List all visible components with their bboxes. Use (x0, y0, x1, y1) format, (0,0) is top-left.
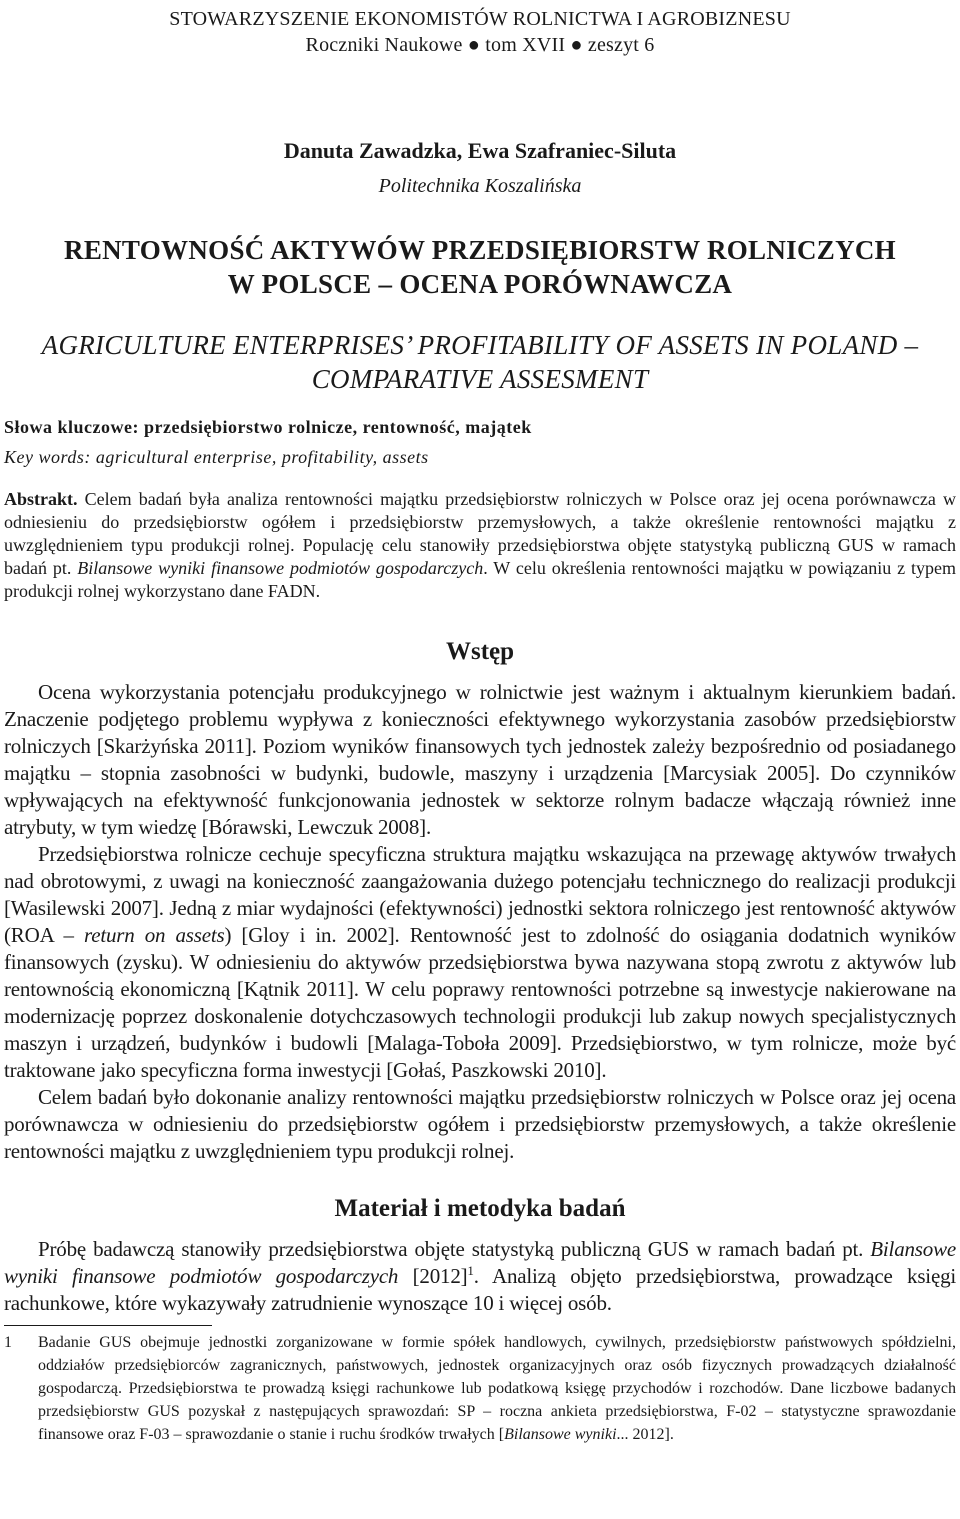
intro-section (4, 679, 956, 1165)
footnote (4, 1331, 956, 1446)
footnote-text: ... 2012]. (616, 1426, 674, 1443)
footnote-text: Badanie GUS obejmuje jednostki zorganizowane w formie spółek handlowych, cywilnych, przedsiębiorstw państwowych spółdzielni, oddziałów przedsiębiorców zagranicznych, państwowych, jednostek organizacyjnych oraz osób fizycznych prowadzących działalność gospodarczą. Przedsiębiorstwa te prowadzą księgi rachunkowe lub podatkową księgę przychodów i rozchodów. Dane liczbowe badanych przedsiębiorstw GUS pozyskał z następujących sprawozdań: SP – roczna ankieta przedsiębiorstwa, F-02 – statystyczne sprawozdanie finansowe oraz F-03 – sprawozdanie o stanie i ruchu środków trwałych [ (38, 1334, 956, 1443)
paragraph-text: [2012] (398, 1264, 468, 1288)
title-polish-line-1: RENTOWNOŚĆ AKTYWÓW PRZEDSIĘBIORSTW ROLNICZYCH (64, 235, 896, 265)
affiliation: Politechnika Koszalińska (378, 175, 582, 197)
method-section (4, 1236, 956, 1317)
footnote-marker[interactable]: 1 (467, 1263, 474, 1278)
paragraph-text: Przedsiębiorstwa rolnicze cechuje specyficzna struktura majątku wskazująca na przewagę aktywów trwałych nad obrotowymi, z uwagi na konieczność zaangażowania dużego potencjału technicznego do realizacji produkcji [Wasilewski 2007]. Jedną z miar wydajności (efektywności) jednostki sektora rolniczego jest rentowność aktywów (ROA – (4, 842, 956, 947)
running-head (4, 6, 956, 58)
section-heading-intro: Wstęp (445, 638, 515, 665)
paragraph (4, 841, 956, 1084)
abstract-source-title: Bilansowe wyniki finansowe podmiotów gospodarczych (77, 558, 484, 578)
paragraph-text: ) [Gloy i in. 2002]. Rentowność jest to zdolność do osiągania dodatnich wyników finansowych (zysku). W odniesieniu do aktywów przedsiębiorstwa bywa nazywana stopą zwrotu z aktywów lub rentownością ekonomiczną [Kątnik 2011]. W celu poprawy rentowności potrzebne są inwestycje nakierowane na modernizację poprzez doskonalenie dotychczasowych technologii produkcji lub zakup nowych specjalistycznych maszyn i urządzeń, budynków i budowli [Malaga-Toboła 2009]. Przedsiębiorstwo, w tym rolnicze, może być traktowane jako specyficzna forma inwestycji [Gołaś, Paszkowski 2010]. (4, 923, 956, 1082)
abstract (4, 488, 956, 603)
journal-info: Roczniki Naukowe ● tom XVII ● zeszyt 6 (305, 34, 655, 56)
section-heading-method: Materiał i metodyka badań (334, 1195, 626, 1222)
keywords-polish: Słowa kluczowe: przedsiębiorstwo rolnicze, rentowność, majątek (4, 417, 532, 437)
title-polish-line-2: W POLSCE – OCENA PORÓWNAWCZA (227, 269, 733, 299)
paragraph-text: Próbę badawczą stanowiły przedsiębiorstwa objęte statystyką publiczną GUS w ramach badań pt. (38, 1237, 871, 1261)
paragraph: Ocena wykorzystania potencjału produkcyjnego w rolnictwie jest ważnym i aktualnym kierunkiem badań. Znaczenie podjętego problemu wypływa z konieczności efektywnego wykorzystania zasobów przedsiębiorstw rolniczych [Skarżyńska 2011]. Poziom wyników finansowych tych jednostek zależy bezpośrednio od posiadanego majątku – stopnia zasobności w budynki, budowle, maszyny i urządzenia [Marcysiak 2005]. Do czynników wpływających na efektywność funkcjonowania jednostek w sektorze rolnym badacze włączają również inne atrybuty, w tym wiedzę [Bórawski, Lewczuk 2008]. (4, 680, 956, 839)
abstract-text-2: . W celu określenia rentowności majątku w powiązaniu z typem produkcji rolnej wykorzystano dane FADN. (4, 558, 956, 601)
paragraph (4, 1236, 956, 1317)
paragraph: Celem badań było dokonanie analizy rentowności majątku przedsiębiorstw rolniczych w Polsce oraz jej ocena porównawcza w odniesieniu do przedsiębiorstw ogółem i przedsiębiorstw przemysłowych, a także określenie rentowności majątku z uwzględnieniem typu produkcji rolnej. (4, 1085, 956, 1163)
association-name: STOWARZYSZENIE EKONOMISTÓW ROLNICTWA I AGROBIZNESU (169, 8, 791, 30)
footnote-number: 1 (4, 1334, 12, 1351)
title-polish (4, 233, 956, 301)
title-english-line-2: COMPARATIVE ASSESMENT (311, 364, 649, 394)
paragraph-italic: Bilansowe wyniki finansowe podmiotów gospodarczych (4, 1237, 956, 1288)
paragraph-italic: return on assets (84, 923, 225, 947)
paragraph-text: . Analizą objęto przedsiębiorstwa, prowadzące księgi rachunkowe, które wykazywały zatrudnienie wynoszące 10 i więcej osób. (4, 1264, 957, 1315)
title-english (4, 328, 956, 396)
authors: Danuta Zawadzka, Ewa Szafraniec-Siluta (283, 138, 677, 163)
footnote-italic: Bilansowe wyniki (504, 1426, 617, 1443)
title-english-line-1: AGRICULTURE ENTERPRISES’ PROFITABILITY OF ASSETS IN POLAND – (41, 330, 919, 360)
abstract-text-1: Celem badań była analiza rentowności majątku przedsiębiorstw rolniczych w Polsce oraz jej ocena porównawcza w odniesieniu do przedsiębiorstw ogółem i przedsiębiorstw przemysłowych, a także określenie rentowności majątku z uwzględnieniem typu produkcji rolnej. Populację celu stanowiły przedsiębiorstwa objęte statystyką publiczną GUS w ramach badań pt. (4, 489, 956, 578)
footnote-divider (4, 1325, 212, 1326)
keywords-english: Key words: agricultural enterprise, profitability, assets (4, 447, 429, 467)
abstract-label: Abstrakt. (4, 489, 78, 509)
